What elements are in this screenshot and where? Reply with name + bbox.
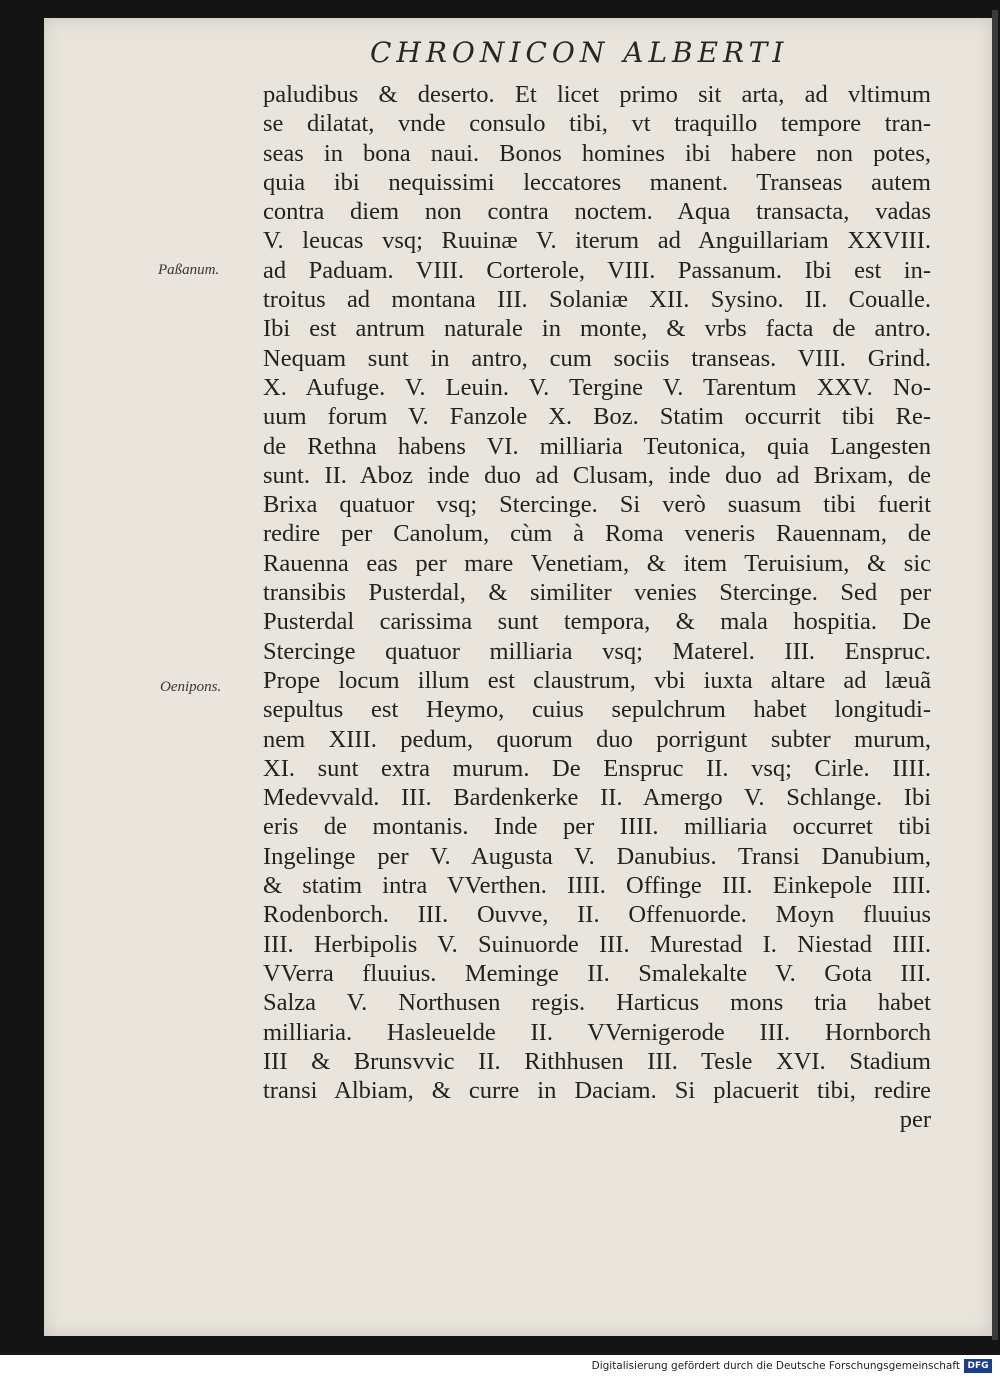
text-line: se dilatat, vnde consulo tibi, vt traquillo tempore tran-	[263, 110, 931, 138]
text-line: transibis Pusterdal, & similiter venies Stercinge. Sed per	[263, 579, 931, 607]
catchword: per	[899, 1106, 931, 1134]
text-line: III. Herbipolis V. Suinuorde III. Murestad I. Niestad IIII.	[263, 930, 931, 958]
dfg-logo-icon: DFG	[964, 1359, 992, 1373]
running-head: CHRONICON ALBERTI	[370, 36, 789, 69]
text-line: Stercinge quatuor milliaria vsq; Materel. III. Enspruc.	[263, 637, 931, 665]
text-line: sunt. II. Aboz inde duo ad Clusam, inde duo ad Brixam, de	[263, 461, 931, 489]
text-line: seas in bona naui. Bonos homines ibi habere non potes,	[263, 139, 931, 167]
text-line: III & Brunsvvic II. Rithhusen III. Tesle XVI. Stadium	[263, 1047, 931, 1075]
text-line: Ibi est antrum naturale in monte, & vrbs facta de antro.	[263, 315, 931, 343]
footer-credit: Digitalisierung gefördert durch die Deutsche Forschungsgemeinschaft	[591, 1360, 960, 1372]
text-line: paludibus & deserto. Et licet primo sit arta, ad vltimum	[263, 81, 931, 108]
footer-bar	[0, 1356, 1000, 1378]
text-line: milliaria. Hasleuelde II. VVernigerode III. Hornborch	[263, 1018, 931, 1046]
marginal-note-passanum: Paßanum.	[158, 262, 220, 278]
main-text	[263, 80, 931, 1135]
text-line: Prope locum illum est claustrum, vbi iuxta altare ad læuã	[263, 666, 931, 694]
text-line: XI. sunt extra murum. De Enspruc II. vsq; Cirle. IIII.	[263, 754, 931, 782]
marginal-note-oenipons: Oenipons.	[160, 679, 222, 695]
text-line: X. Aufuge. V. Leuin. V. Tergine V. Tarentum XXV. No-	[263, 373, 931, 401]
text-line: Brixa quatuor vsq; Stercinge. Si verò suasum tibi fuerit	[263, 491, 931, 519]
page-edge	[992, 10, 998, 1340]
text-line: transi Albiam, & curre in Daciam. Si placuerit tibi, redire	[263, 1077, 931, 1105]
text-line: uum forum V. Fanzole X. Boz. Statim occurrit tibi Re-	[263, 403, 931, 431]
text-line: Pusterdal carissima sunt tempora, & mala hospitia. De	[263, 608, 931, 636]
text-line: eris de montanis. Inde per IIII. milliaria occurret tibi	[263, 813, 931, 841]
text-line: contra diem non contra noctem. Aqua transacta, vadas	[263, 198, 931, 226]
text-line: & statim intra VVerthen. IIII. Offinge III. Einkepole IIII.	[263, 872, 931, 900]
text-line: nem XIII. pedum, quorum duo porrigunt subter murum,	[263, 725, 931, 753]
text-line: Rauenna eas per mare Venetiam, & item Teruisium, & sic	[263, 549, 931, 577]
text-line: V. leucas vsq; Ruuinæ V. iterum ad Anguillariam XXVIII.	[263, 227, 931, 255]
text-line: Nequam sunt in antro, cum sociis transeas. VIII. Grind.	[263, 344, 931, 372]
text-line: Rodenborch. III. Ouvve, II. Offenuorde. Moyn fluuius	[263, 901, 931, 929]
text-line: Salza V. Northusen regis. Harticus mons tria habet	[263, 989, 931, 1017]
text-line: quia ibi nequissimi leccatores manent. Transeas autem	[263, 168, 931, 196]
text-line: redire per Canolum, cùm à Roma veneris Rauennam, de	[263, 520, 931, 548]
text-line: troitus ad montana III. Solaniæ XII. Sysino. II. Coualle.	[263, 286, 931, 314]
text-line: Medevvald. III. Bardenkerke II. Amergo V. Schlange. Ibi	[263, 784, 931, 812]
text-line: de Rethna habens VI. milliaria Teutonica, quia Langesten	[263, 432, 931, 460]
text-line: VVerra fluuius. Meminge II. Smalekalte V. Gota III.	[263, 959, 931, 987]
text-line: sepultus est Heymo, cuius sepulchrum habet longitudi-	[263, 696, 931, 724]
text-line: ad Paduam. VIII. Corterole, VIII. Passanum. Ibi est in-	[263, 256, 931, 284]
text-line: Ingelinge per V. Augusta V. Danubius. Transi Danubium,	[263, 842, 931, 870]
